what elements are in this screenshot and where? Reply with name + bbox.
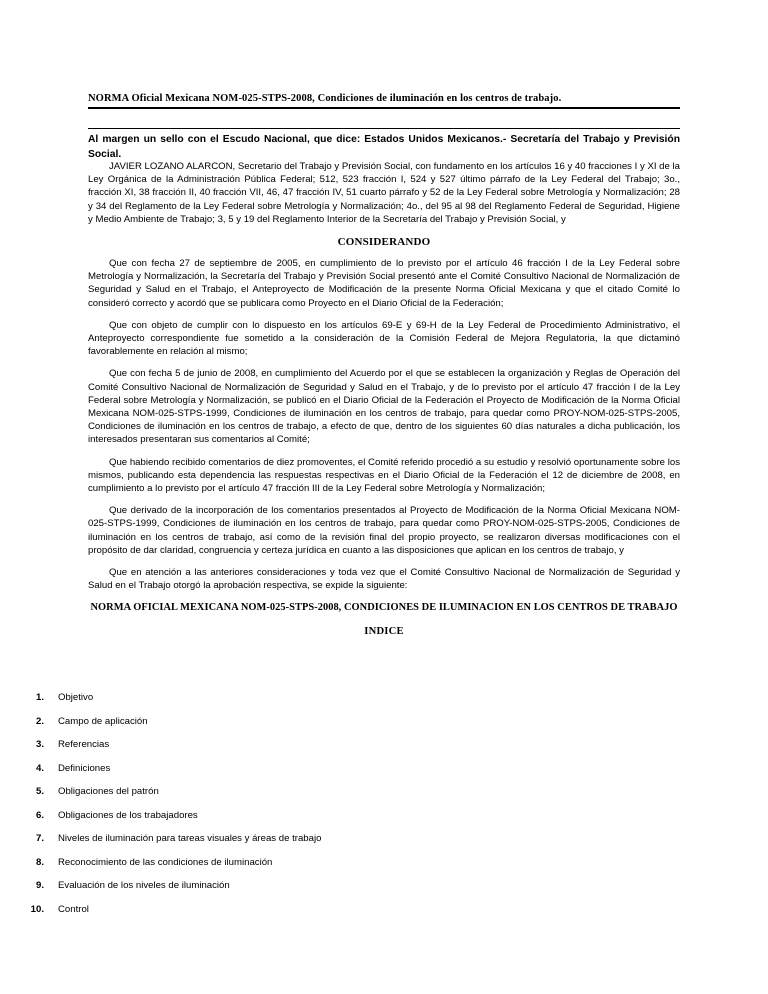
index-item-number: 4. [35, 762, 44, 774]
considerando-paragraph: Que con fecha 5 de junio de 2008, en cumplimiento del Acuerdo por el que se establecen la organización y Reglas de Operación del Comité Consultivo Nacional de Normalización de Seguridad y Salud en el Trabajo, y de lo previsto por el artículo 47 fracción I de la Ley Federal sobre Metrología y Normalización, se publicó en el Diario Oficial de la Federación el Proyecto de Modificación de la Norma Oficial Mexicana NOM-025-STPS-1999, Condiciones de iluminación en los centros de trabajo, para quedar como PROY-NOM-025-STPS-2005, Condiciones de iluminación en los centros de trabajo, a efecto de que, dentro de los siguientes 60 días naturales a dicha publicación, los interesados presentaran sus comentarios al Comité; [88, 368, 680, 446]
indice-heading: INDICE [364, 626, 404, 638]
index-item-number: 6. [35, 809, 44, 821]
considerando-paragraph: Que derivado de la incorporación de los comentarios presentados al Proyecto de Modificación de la Norma Oficial Mexicana NOM-025-STPS-1999, Condiciones de iluminación en los centros de trabajo, para quedar como PROY-NOM-025-STPS-2005, Condiciones de iluminación en los centros de trabajo, así como de la revisión final del propio proyecto, se realizaron diversas modificaciones con el propósito de dar claridad, congruencia y certeza jurídica en cuanto a las disposiciones que aplican en los centros de trabajo, y [88, 505, 680, 556]
list-item [0, 786, 768, 810]
list-item [0, 857, 768, 881]
list-item [0, 833, 768, 857]
index-item-label: Niveles de iluminación para tareas visuales y áreas de trabajo [58, 833, 322, 844]
preamble-paragraph: JAVIER LOZANO ALARCON, Secretario del Trabajo y Previsión Social, con fundamento en los artículos 16 y 40 fracciones I y XI de la Ley Orgánica de la Administración Pública Federal; 512, 523 fracción I, 524 y 527 último párrafo de la Ley Federal del Trabajo; 3o., fracción XI, 38 fracción II, 40 fracción VII, 46, 47 fracción IV, 51 cuarto párrafo y 52 de la Ley Federal sobre Metrología y Normalización; 28 y 34 del Reglamento de la Ley Federal sobre Metrología y Normalización; 4o., del 95 al 98 del Reglamento Federal de Seguridad, Higiene y Medio Ambiente de Trabajo; 3, 5 y 19 del Reglamento Interior de la Secretaría del Trabajo y Previsión Social, y [88, 161, 680, 225]
margen-note: Al margen un sello con el Escudo Nacional, que dice: Estados Unidos Mexicanos.- Secretaría del Trabajo y Previsión Social. [88, 134, 680, 160]
index-item-label: Definiciones [58, 762, 111, 774]
list-item [0, 716, 768, 740]
index-list [0, 692, 768, 927]
index-item-label: Evaluación de los niveles de iluminación [58, 880, 230, 891]
index-item-label: Reconocimiento de las condiciones de iluminación [58, 856, 273, 868]
index-item-label: Objetivo [58, 692, 94, 703]
considerando-paragraph: Que habiendo recibido comentarios de diez promoventes, el Comité referido procedió a su estudio y resolvió oportunamente sobre los mismos, publicando esta dependencia las respuestas respectivas en el Diario Oficial de la Federación el 12 de diciembre de 2008, en cumplimiento a lo previsto por el artículo 47 fracción III de la Ley Federal sobre Metrología y Normalización; [88, 456, 680, 495]
index-item-label: Referencias [58, 739, 110, 750]
header-divider [88, 128, 680, 129]
index-item-number: 5. [35, 786, 44, 797]
index-item-label: Campo de aplicación [58, 715, 148, 727]
index-item-label: Control [58, 903, 89, 915]
norma-official-title: NORMA OFICIAL MEXICANA NOM-025-STPS-2008, CONDICIONES DE ILUMINACION EN LOS CENTROS DE TRABAJO [90, 602, 678, 614]
list-item [0, 739, 768, 763]
considerando-paragraph: Que con fecha 27 de septiembre de 2005, en cumplimiento de lo previsto por el artículo 46 fracción I de la Ley Federal sobre Metrología y Normalización, la Secretaría del Trabajo y Previsión Social presentó ante el Comité Consultivo Nacional de Normalización de Seguridad y Salud en el Trabajo, el Anteproyecto de Modificación de la presente Norma Oficial Mexicana y que el citado Comité lo consideró correcto y acordó que se publicara como Proyecto en el Diario Oficial de la Federación; [88, 258, 680, 309]
list-item [0, 880, 768, 904]
index-item-number: 9. [35, 880, 44, 891]
index-item-number: 8. [35, 856, 44, 868]
list-item [0, 763, 768, 787]
considerando-paragraph: Que con objeto de cumplir con lo dispuesto en los artículos 69-E y 69-H de la Ley Federal de Procedimiento Administrativo, el Anteproyecto correspondiente fue sometido a la consideración de la Comisión Federal de Mejora Regulatoria, la que dictaminó favorablemente en relación al mismo; [88, 319, 680, 358]
index-item-label: Obligaciones de los trabajadores [58, 809, 198, 821]
index-item-number: 1. [35, 692, 44, 703]
index-item-number: 10. [30, 903, 44, 915]
considerando-heading: CONSIDERANDO [337, 236, 431, 249]
index-item-number: 2. [35, 715, 44, 727]
considerando-paragraph: Que en atención a las anteriores consideraciones y toda vez que el Comité Consultivo Nacional de Normalización de Seguridad y Salud en el Trabajo otorgó la aprobación respectiva, se expide la siguiente: [88, 567, 680, 592]
list-item [0, 904, 768, 928]
list-item [0, 692, 768, 716]
list-item [0, 810, 768, 834]
index-item-number: 7. [35, 833, 44, 844]
index-item-number: 3. [35, 739, 44, 750]
document-body [88, 160, 680, 639]
document-title: NORMA Oficial Mexicana NOM-025-STPS-2008, Condiciones de iluminación en los centros de trabajo. [88, 92, 680, 109]
index-item-label: Obligaciones del patrón [58, 786, 159, 797]
document-header [88, 92, 680, 162]
